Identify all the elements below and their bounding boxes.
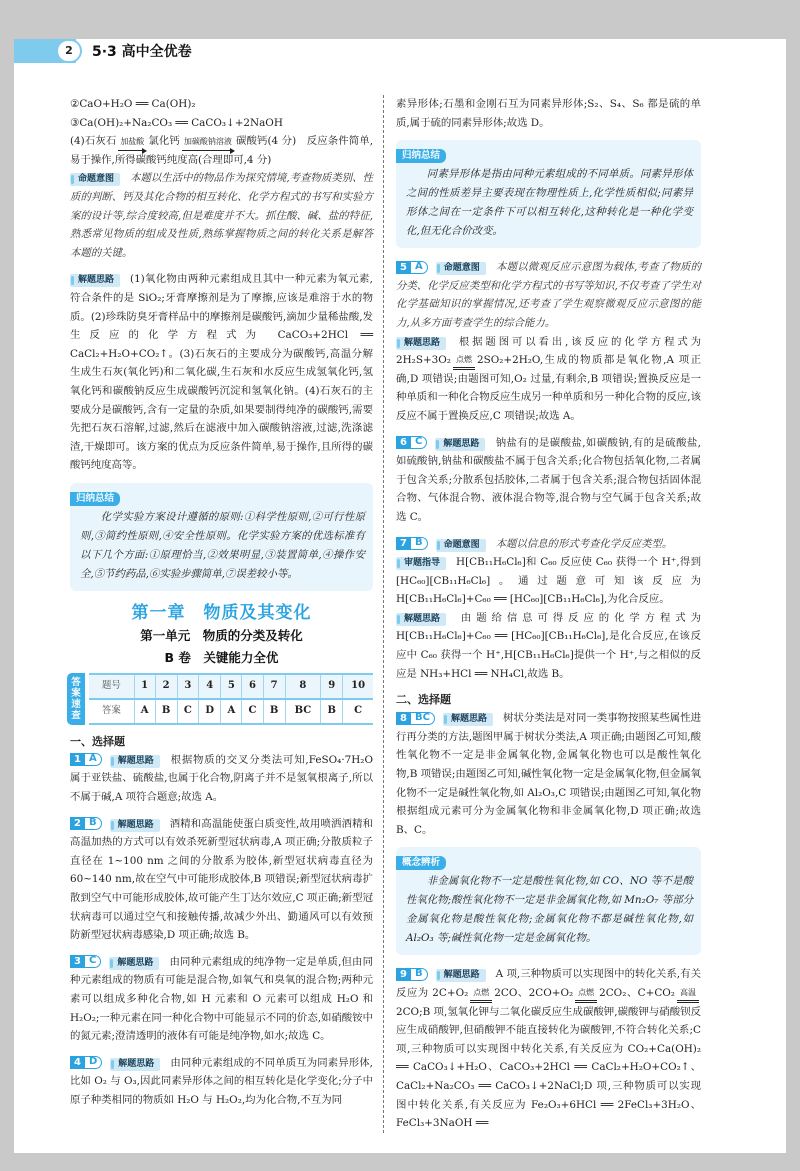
- solution-text: 由同种元素组成的不同单质互为同素异形体,比如 O₂ 与 O₃,因此同素异形体之间的相互转化是化学变化;分子中原子种类相同的物质如 H₂O 与 H₂O₂,均为化合物,不互为同: [70, 1056, 373, 1106]
- reaction-condition: [453, 355, 475, 370]
- book-title: 5·3 高中全优卷: [92, 44, 192, 60]
- question-number: 8: [396, 712, 411, 725]
- summary-label: 归纳总结: [70, 492, 120, 506]
- solution-tag: 解题思路: [396, 613, 446, 626]
- item-9: [396, 965, 701, 1132]
- side-char: 查: [71, 709, 81, 721]
- item-7-solution: [396, 609, 701, 683]
- solution-text: 酒精和高温能使蛋白质变性,故用喷洒酒精和高温加热的方式可以有效杀死新型冠状病毒,A 项正确;分散质粒子直径在 1~100 nm 之间的分散系为胶体,新型冠状病毒直径为 60~140 nm,故在空气中可能形成胶体,B 项错误;新型冠状病毒扩散到空气中可能形成胶体,故可能产生丁达尔效应,C 项正确;新型冠状病毒可以通过空气和接触传播,故减少外出、勤通风可以有效预防新型冠状病毒感染,D 项正确;故选 B。: [70, 817, 373, 942]
- answer-side-label: [67, 673, 85, 725]
- item-7-intent: [396, 535, 701, 554]
- summary-text: 同素异形体是指由同种元素组成的不同单质。同素异形体之间的性质差异主要表现在物理性质上,化学性质相似;同素异形体之间在一定条件下可以相互转化,这种转化是一种化学变化,但无化合价改变。: [406, 168, 693, 238]
- answer-cell: D: [198, 699, 220, 724]
- question-badge: [70, 753, 102, 766]
- condition-label: 点燃: [578, 987, 595, 997]
- item-5: [396, 258, 701, 425]
- question-badge: [70, 955, 101, 968]
- solution-text: 2CO;B 项,氢氧化钾与二氧化碳反应生成碳酸钾,碳酸钾与硝酸钡反应生成硝酸钾,但硝酸钾不能直接转化为碳酸钾,不符合转化关系;C 项,三种物质可以实现图中转化关系,有关反应为 CO₂+Ca(OH)₂ ══ CaCO₃↓+H₂O、CaCO₃+2HCl ══ CaCl₂+H₂O+CO₂↑、CaCl₂+Na₂CO₃ ══ CaCO₃↓+2NaCl;D 项,三种物质可以实现图中转化关系,有关反应为 Fe₂O₃+6HCl ══ 2FeCl₃+3H₂O、FeCl₃+3NaOH ══: [396, 1005, 701, 1130]
- item-1: [70, 751, 373, 807]
- question-number: 7: [396, 537, 411, 550]
- solution-tag: 解题思路: [109, 957, 159, 970]
- question-answer: A: [85, 753, 102, 766]
- equals-line: [677, 997, 699, 1003]
- equation-2: ②CaO+H₂O ══ Ca(OH)₂: [70, 98, 196, 110]
- question-number-cell: 2: [155, 674, 177, 699]
- solution-text: A 项,三种物质可以实现图中的转化关系,有关反应为 2C+O₂: [396, 968, 701, 999]
- guide-text: H[CB₁₁H₆Cl₆]和 C₆₀ 反应使 C₆₀ 获得一个 H⁺,得到[HC₆₀][CB₁₁H₆Cl₆]。通过题意可知该反应为 H[CB₁₁H₆Cl₆]+C₆₀ ══ [HC₆₀][CB₁₁H₆Cl₆],为化合反应。: [396, 556, 701, 606]
- q4-suffix: 碳酸钙(4 分) 反应条件简单,易于操作,所得碳酸钙纯度高(合理即可,4 分): [70, 135, 373, 166]
- intent-tag: 命题意图: [436, 262, 486, 275]
- answer-cell: BC: [285, 699, 320, 724]
- question-badge: [70, 1056, 102, 1069]
- concept-label: 概念辨析: [396, 856, 446, 870]
- solution-text: 由同种元素组成的纯净物一定是单质,但由同种元素组成的物质有可能是混合物,如氧气和臭氧的混合物;两种元素可以组成多种化合物,如 H 元素和 O 元素可以组成 H₂O 和 H₂O₂;一种元素在同一种化合物中可能显示不同的价态,如硝酸铵中的氮元素;澄清透明的液体有可能是纯净物,如水;故选 C。: [70, 955, 373, 1043]
- item-6: [396, 434, 701, 527]
- arrow-line: [118, 146, 146, 151]
- item-3: [70, 953, 373, 1046]
- q4-mid: 氯化钙: [148, 135, 180, 148]
- volume-title: B 卷 关键能力全优: [164, 649, 279, 665]
- answer-cell: A: [221, 699, 242, 724]
- item-2: [70, 815, 373, 945]
- chapter-title: 第一章 物质及其变化: [131, 602, 312, 623]
- question-number: 9: [396, 968, 411, 981]
- solution-text: 根据物质的交叉分类法可知,FeSO₄·7H₂O 属于亚铁盐、硫酸盐,也属于化合物,阴离子并不是氢氧根离子,所以不属于碱,A 项符合题意;故选 A。: [70, 753, 373, 804]
- solution-tag: 解题思路: [110, 1058, 160, 1071]
- question-number: 3: [70, 955, 85, 968]
- arrow-condition: 加盐酸: [120, 136, 145, 146]
- question-number-cell: 10: [343, 674, 373, 699]
- chapter-heading: [70, 601, 373, 669]
- right-column: [383, 95, 701, 1133]
- solution-tag: 解题思路: [435, 438, 485, 451]
- answer-cell: B: [155, 699, 177, 724]
- solution-text: 树状分类法是对同一类事物按照某些属性进行再分类的方法,题图甲属于树状分类法,A 项正确;由题图乙可知,酸性氧化物不一定是非金属氧化物,金属氧化物也可以是酸性氧化物,B 项错误;由题图乙可知,碱性氧化物一定是金属氧化物,但金属氧化物不一定是碱性氧化物,如 Al₂O₃,C 项错误;由题图乙可知,氧化物根据组成元素可分为金属氧化物和非金属氧化物,D 项正确;故选 B、C。: [396, 712, 702, 836]
- unit-title: 第一单元 物质的分类及转化: [140, 627, 303, 643]
- section-heading-1: 一、选择题: [70, 734, 125, 748]
- answer-table: [89, 673, 373, 725]
- reaction-arrow: [182, 137, 234, 151]
- solution-tag: 解题思路: [443, 713, 493, 726]
- guide-tag: 审题指导: [396, 557, 446, 570]
- question-number-cell: 4: [198, 674, 220, 699]
- side-char: 速: [71, 698, 81, 710]
- question-answer: C: [85, 955, 101, 968]
- item-7: [396, 535, 701, 684]
- summary-text: 化学实验方案设计遵循的原则:①科学性原则,②可行性原则,③简约性原则,④安全性原则。化学实验方案的优选标准有以下几个方面:①原理恰当,②效果明显,③装置简单,④操作安全,⑤节约药品,⑥实验步骤简单,⑦误差较小等。: [80, 510, 365, 580]
- q4-answer: [70, 132, 373, 169]
- page-header: [14, 39, 414, 69]
- solution-text: 根据题图可以看出,该反应的化学方程式为 2H₂S+3O₂: [396, 335, 701, 367]
- solution-text: 2SO₂+2H₂O,生成的物质都是氧化物,A 项正确,D 项错误;由题图可知,O₂ 过量,有剩余,B 项错误;置换反应是一种单质和一种化合物反应生成另一种单质和另一种化合物的反应,该反应不属于置换反应,C 项错误;故选 A。: [396, 354, 701, 422]
- item-5-intent: [396, 258, 701, 332]
- intent-text: 本题以生活中的物品作为探究情境,考查物质类别、性质的判断、钙及其化合物的相互转化、化学方程式的书写和实验方案的设计等,综合度较高,但是难度并不大。抓住酸、碱、盐的特征,熟悉常见物质的组成及性质,熟练掌握物质之间的转化关系是解答本题的关键。: [70, 172, 373, 259]
- item-5-solution: [396, 333, 701, 426]
- condition-label: 点燃: [473, 987, 490, 997]
- summary-box: [396, 140, 701, 248]
- question-answer: B: [411, 537, 428, 550]
- question-number-cell: 7: [263, 674, 285, 699]
- question-number: 5: [396, 261, 411, 274]
- solution-tag: 解题思路: [110, 755, 160, 768]
- intent-paragraph: [70, 169, 373, 262]
- reaction-condition: [677, 988, 699, 1003]
- question-answer: B: [85, 817, 102, 830]
- question-header: 题号: [89, 674, 134, 699]
- intent-text: 本题以信息的形式考查化学反应类型。: [495, 537, 673, 550]
- question-number-cell: 5: [221, 674, 242, 699]
- answer-cell: A: [134, 699, 155, 724]
- question-badge: [396, 537, 428, 550]
- answer-cell: C: [343, 699, 373, 724]
- question-badge: [396, 436, 427, 449]
- equation-3: ③Ca(OH)₂+Na₂CO₃ ══ CaCO₃↓+2NaOH: [70, 116, 283, 129]
- answer-row: [89, 699, 373, 724]
- question-answer: A: [411, 261, 428, 274]
- reaction-condition: [575, 988, 597, 1003]
- item-7-guide: [396, 553, 701, 609]
- question-number-cell: 3: [177, 674, 198, 699]
- question-answer: BC: [411, 712, 435, 725]
- arrow-line: [182, 146, 234, 151]
- answer-cell: C: [242, 699, 263, 724]
- intent-tag: 命题意图: [436, 539, 486, 552]
- solution-tag: 解题思路: [436, 969, 486, 982]
- equals-line: [575, 997, 597, 1003]
- concept-text: 非金属氧化物不一定是酸性氧化物,如 CO、NO 等不是酸性氧化物;酸性氧化物不一定是非金属氧化物,如 Mn₂O₇ 等部分金属氧化物是酸性氧化物;金属氧化物不都是碱性氧化物,如 Al₂O₃ 等;碱性氧化物一定是金属氧化物。: [406, 875, 693, 945]
- question-number: 6: [396, 436, 411, 449]
- question-badge: [396, 968, 428, 981]
- item-8: [396, 709, 701, 839]
- solution-tag: 解题思路: [396, 337, 446, 350]
- reaction-arrow: [118, 137, 146, 151]
- section-heading-2: 二、选择题: [396, 693, 451, 707]
- summary-box: [70, 483, 373, 591]
- side-char: 案: [71, 687, 81, 699]
- question-answer: B: [411, 968, 428, 981]
- question-badge: [396, 261, 428, 274]
- equals-line: [470, 997, 492, 1003]
- condition-label: 点燃: [455, 354, 472, 364]
- concept-box: [396, 847, 701, 955]
- condition-label: 高温: [679, 987, 696, 997]
- question-number: 1: [70, 753, 85, 766]
- solution-tag: 解题思路: [70, 274, 120, 287]
- solution-text: 钠盐有的是碳酸盐,如碳酸钠,有的是硫酸盐,如硫酸钠,钠盐和碳酸盐不属于包含关系;化合物包括氧化物,二者属于包含关系;分散系包括胶体,二者属于包含关系;混合物包括固体混合物、气体混合物、液体混合物等,混合物与空气属于包含关系;故选 C。: [396, 436, 701, 523]
- reaction-condition: [470, 988, 492, 1003]
- question-answer: D: [85, 1056, 102, 1069]
- q4-prefix: (4)石灰石: [70, 135, 117, 148]
- question-number: 4: [70, 1056, 85, 1069]
- intent-tag: 命题意图: [70, 173, 120, 186]
- q4-continued: 素异形体;石墨和金刚石互为同素异形体;S₂、S₄、S₆ 都是硫的单质,属于硫的同素异形体;故选 D。: [396, 98, 701, 129]
- equals-line: [453, 364, 475, 370]
- question-answer: C: [411, 436, 427, 449]
- question-number-cell: 6: [242, 674, 263, 699]
- side-char: 答: [71, 676, 81, 688]
- answer-cell: B: [321, 699, 343, 724]
- solution-text: (1)氧化物由两种元素组成且其中一种元素为氧元素,符合条件的是 SiO₂;牙膏摩擦剂是为了摩擦,应该是难溶于水的物质。(2)珍珠防臭牙膏样品中的摩擦剂是碳酸钙,滴加少量稀盐酸,发生反应的化学方程式为 CaCO₃+2HCl ══ CaCl₂+H₂O+CO₂↑。(3)石灰石的主要成分为碳酸钙,高温分解生成生石灰(氧化钙)和二氧化碳,生石灰和水反应生成氢氧化钙,氢氧化钙和碳酸钠反应生成碳酸钙沉淀和氢氧化钠。(4)石灰石的主要成分是碳酸钙,含有一定量的杂质,如果要制得纯净的碳酸钙,需要先把石灰石溶解,过滤,然后在滤液中加入碳酸钠溶液,过滤,洗涤滤渣,干燥即可。该方案的优点为反应条件简单,易于操作,且所得的碳酸钙纯度高等。: [70, 273, 373, 472]
- answer-cell: C: [177, 699, 198, 724]
- document-page: [14, 39, 786, 1153]
- intent-text: 本题以微观反应示意图为载体,考查了物质的分类、化学反应类型和化学方程式的书写等知识,不仅考查了学生对化学基础知识的掌握情况,还考查了学生观察微观反应示意图的能力,从多方面考查学生的综合能力。: [396, 261, 701, 329]
- answer-quick-check: [67, 673, 373, 725]
- question-badge: [70, 817, 102, 830]
- question-number-cell: 9: [321, 674, 343, 699]
- solution-text: 2CO₂、C+CO₂: [599, 987, 675, 999]
- question-number-cell: 1: [134, 674, 155, 699]
- solution-text: 由题给信息可得反应的化学方程式为H[CB₁₁H₆Cl₆]+C₆₀ ══ [HC₆₀][CB₁₁H₆Cl₆],是化合反应,在该反应中 C₆₀ 获得一个 H⁺,H[CB₁₁H₆Cl₆]提供一个 H⁺,与之相似的反应是 NH₃+HCl ══ NH₄Cl,故选 B。: [396, 611, 701, 680]
- solution-text: 2CO、2CO+O₂: [494, 987, 574, 999]
- page-number: 2: [56, 39, 82, 63]
- question-badge: [396, 712, 435, 725]
- answer-cell: B: [263, 699, 285, 724]
- solution-paragraph: [70, 270, 373, 475]
- question-number: 2: [70, 817, 85, 830]
- question-number-cell: 8: [285, 674, 320, 699]
- answer-header: 答案: [89, 699, 134, 724]
- solution-tag: 解题思路: [110, 819, 160, 832]
- two-column-body: [14, 95, 786, 1133]
- item-4: [70, 1054, 373, 1110]
- left-column: [70, 95, 383, 1118]
- arrow-condition: 加碳酸钠溶液: [183, 136, 232, 146]
- summary-label: 归纳总结: [396, 149, 446, 163]
- question-row: [89, 674, 373, 699]
- left-item-list: [70, 751, 373, 1110]
